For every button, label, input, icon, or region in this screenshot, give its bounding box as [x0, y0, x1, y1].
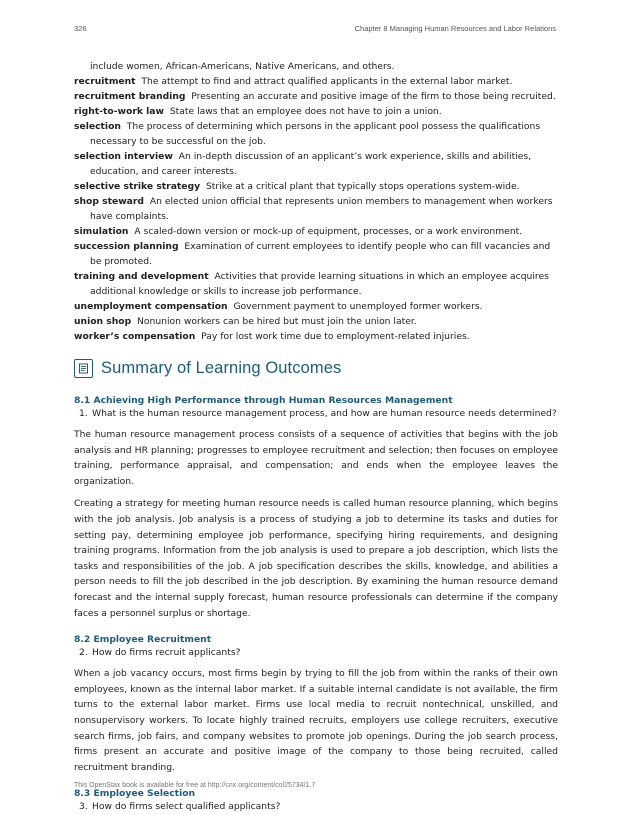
page-header	[74, 24, 556, 38]
glossary-entry	[74, 224, 558, 239]
glossary-entry	[74, 179, 558, 194]
glossary-definition: The process of determining which persons in the applicant pool possess the qualifications necessary to be successful on the job.	[90, 121, 541, 147]
glossary-term: shop steward	[74, 196, 144, 207]
summary-section	[74, 787, 558, 813]
glossary-term: selection	[74, 121, 121, 132]
document-list-glyph	[78, 363, 89, 374]
glossary-term: selective strike strategy	[74, 181, 201, 192]
glossary-definition: An in-depth discussion of an applicant’s work experience, skills and abilities, education, and career interests.	[90, 151, 532, 177]
question-text: What is the human resource management process, and how are human resource needs determined?	[92, 408, 557, 419]
summary-section	[74, 633, 558, 775]
glossary-entry	[74, 194, 558, 224]
glossary-term: recruitment	[74, 76, 136, 87]
summary-heading	[74, 354, 558, 382]
glossary-entry	[74, 89, 558, 104]
glossary-definition: State laws that an employee does not have to join a union.	[169, 106, 442, 117]
document-list-icon	[74, 359, 93, 378]
summary-paragraph: Creating a strategy for meeting human resource needs is called human resource planning, which begins with the job analysis. Job analysis is a process of studying a job to determine its tasks and duties for setting pay, determining employee job performance, specifying hiring requirements, and designing training programs. Information from the job analysis is used to prepare a job description, which lists the tasks and responsibilities of the job. A job specification describes the skills, knowledge, and abilities a person needs to fill the job described in the job description. By examining the human resource demand forecast and the internal supply forecast, human resource professionals can determine if the company faces a personnel surplus or shortage.	[74, 498, 558, 619]
summary-title: Summary of Learning Outcomes	[101, 358, 342, 377]
summary-paragraph: When a job vacancy occurs, most firms begin by trying to fill the job from within the ranks of their own employees, known as the internal labor market. If a suitable internal candidate is not available, the firm turns to the external labor market. Firms use local media to recruit nontechnical, unskilled, and nonsupervisory workers. To locate highly trained recruits, employers use college recruiters, executive search firms, job fairs, and company websites to promote job openings. During the job search process, firms present an accurate and positive image of the company to those being recruited, called recruitment branding.	[74, 668, 558, 773]
page-footer: This OpenStax book is available for free at http://cnx.org/content/col25734/1.7	[74, 782, 316, 789]
glossary-entry	[74, 314, 558, 329]
page-content	[74, 59, 558, 813]
glossary-definition: Activities that provide learning situations in which an employee acquires additional knowledge or skills to increase job performance.	[90, 271, 549, 297]
learning-question	[74, 646, 558, 659]
section-heading: 8.1 Achieving High Performance through Human Resources Management	[74, 395, 453, 406]
glossary-continuation: include women, African-Americans, Native Americans, and others.	[90, 61, 395, 72]
glossary-entry	[74, 74, 558, 89]
question-number: 3.	[79, 801, 88, 813]
glossary-entry	[74, 119, 558, 149]
glossary-entry	[74, 329, 558, 344]
glossary-entry	[74, 149, 558, 179]
glossary-definition: Nonunion workers can be hired but must join the union later.	[137, 316, 417, 327]
glossary-definition: Examination of current employees to identify people who can fill vacancies and be promoted.	[90, 241, 551, 267]
glossary-definition: Government payment to unemployed former workers.	[233, 301, 483, 312]
glossary-term: selection interview	[74, 151, 173, 162]
summary-section	[74, 394, 558, 621]
glossary-definition: Pay for lost work time due to employment-related injuries.	[201, 331, 470, 342]
summary-paragraph: The human resource management process consists of a sequence of activities that begins with the job analysis and HR planning; progresses to employee recruitment and selection; then focuses on employee training, performance appraisal, and compensation; and ends when the employee leaves the organization.	[74, 429, 558, 487]
glossary-definition: The attempt to find and attract qualified applicants in the external labor market.	[141, 76, 513, 87]
section-heading: 8.2 Employee Recruitment	[74, 634, 212, 646]
glossary-term: unemployment compensation	[74, 301, 228, 312]
glossary	[74, 59, 558, 344]
question-number: 1.	[79, 408, 88, 419]
learning-question	[74, 800, 558, 813]
glossary-term: union shop	[74, 316, 132, 327]
glossary-term: recruitment branding	[74, 91, 186, 102]
learning-question	[74, 407, 558, 420]
chapter-title: Chapter 8 Managing Human Resources and Labor Relations	[354, 24, 556, 33]
glossary-term: training and development	[74, 271, 209, 282]
glossary-term: worker’s compensation	[74, 331, 196, 342]
glossary-definition: An elected union official that represents union members to management when workers have complaints.	[90, 196, 553, 222]
glossary-term: right-to-work law	[74, 106, 164, 117]
glossary-entry	[74, 104, 558, 119]
glossary-term: simulation	[74, 226, 129, 237]
question-number: 2.	[79, 647, 88, 659]
glossary-term: succession planning	[74, 241, 179, 252]
glossary-entry	[74, 299, 558, 314]
glossary-definition: Presenting an accurate and positive image of the firm to those being recruited.	[191, 91, 556, 102]
glossary-entry	[74, 269, 558, 299]
glossary-entry	[74, 239, 558, 269]
page-number: 326	[74, 24, 87, 33]
glossary-definition: A scaled-down version or mock-up of equipment, processes, or a work environment.	[134, 226, 523, 237]
question-text: How do firms recruit applicants?	[92, 647, 241, 659]
glossary-definition: Strike at a critical plant that typically stops operations system-wide.	[205, 181, 520, 192]
question-text: How do firms select qualified applicants?	[92, 801, 281, 813]
section-heading: 8.3 Employee Selection	[74, 788, 196, 800]
